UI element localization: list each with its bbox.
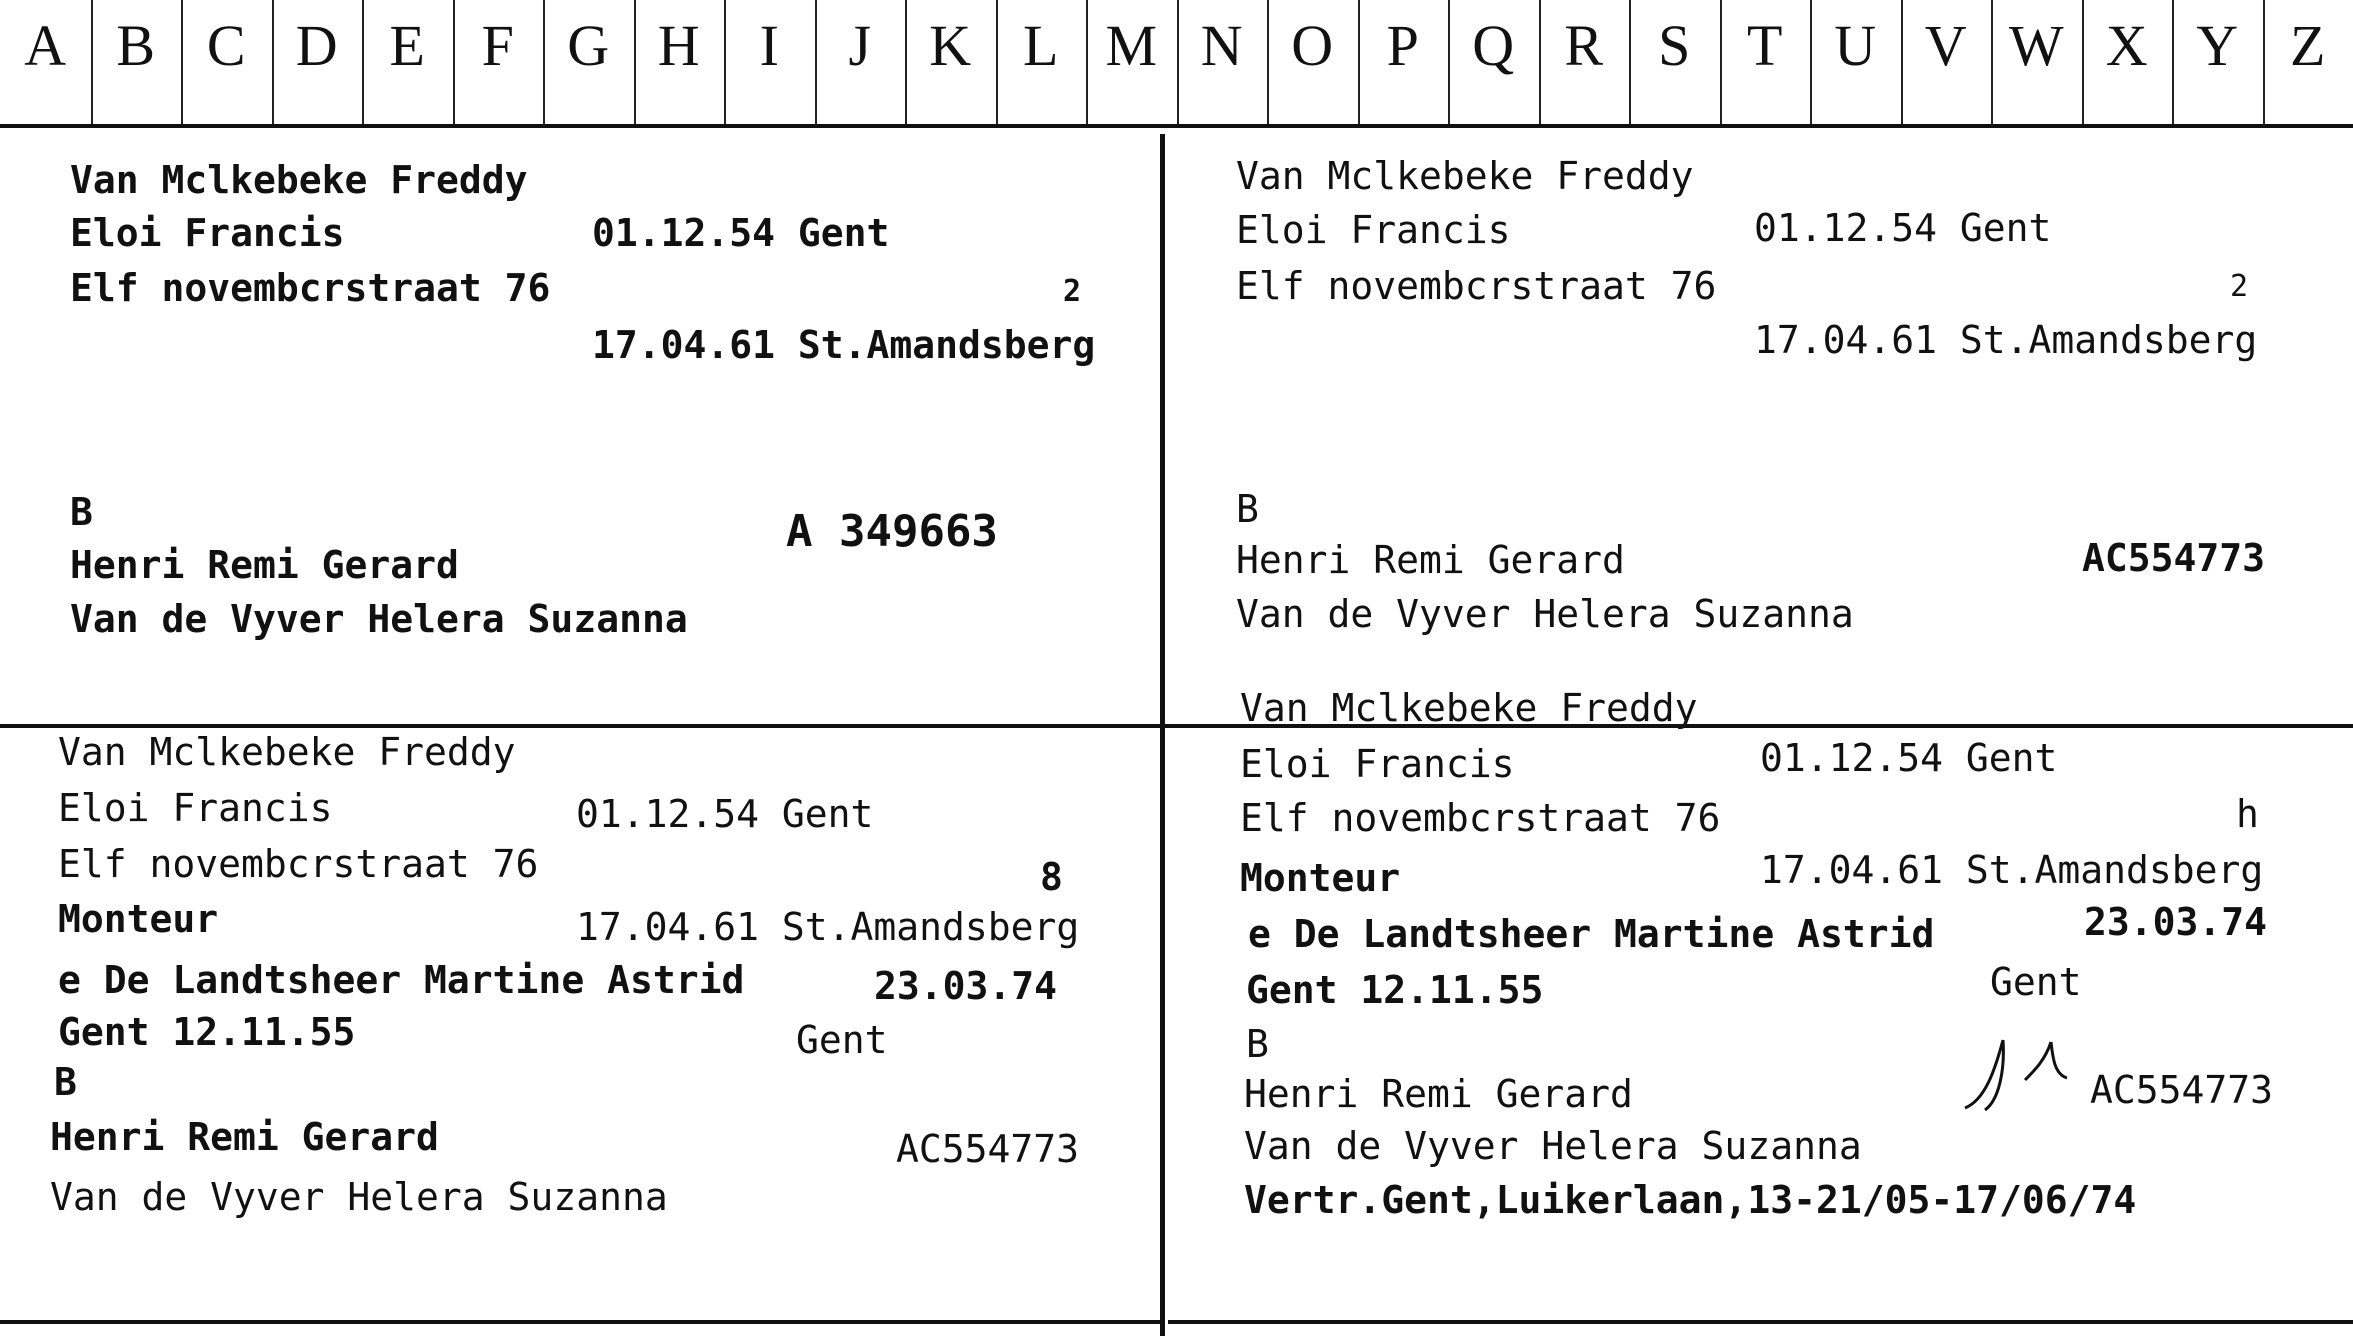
alpha-letter: J [848,13,872,78]
card-given-names: Eloi Francis [70,211,345,255]
alpha-letter: X [2105,13,2148,78]
alpha-tab-l [996,0,1089,124]
alpha-tab-w [1991,0,2084,124]
card-father: Henri Remi Gerard [70,543,459,587]
card-mark: 2 [2230,269,2249,304]
alpha-tab-b [91,0,184,124]
card-mark: 8 [1040,855,1063,899]
alpha-letter: I [759,13,779,78]
card-occupation: Monteur [1240,856,1401,900]
card-surname: Van Mclkebeke Freddy [58,730,516,774]
card-marriage-place: Gent [796,1018,888,1062]
card-given-names: Eloi Francis [58,786,333,830]
card-mother: Van de Vyver Helera Suzanna [1236,592,1854,636]
alpha-letter: M [1105,13,1158,78]
card-mother: Van de Vyver Helera Suzanna [70,597,688,641]
card-spouse: e De Landtsheer Martine Astrid [1248,912,1935,956]
card-residence-since: 17.04.61 St.Amandsberg [1760,848,2264,892]
card-address: Elf novembcrstraat 76 [58,842,539,886]
alpha-tab-p [1358,0,1451,124]
alpha-letter: H [657,13,700,78]
card-marriage-date: 23.03.74 [2084,900,2268,944]
card-residence-since: 17.04.61 St.Amandsberg [576,905,1080,949]
card-birth: 01.12.54 Gent [592,211,890,255]
card-father: Henri Remi Gerard [1244,1072,1633,1116]
alpha-tab-j [815,0,908,124]
alpha-letter: R [1564,13,1604,78]
alpha-letter: Z [2290,13,2326,78]
card-departure: Vertr.Gent,Luikerlaan,13-21/05-17/06/74 [1244,1178,2137,1222]
alpha-tab-y [2172,0,2265,124]
card-spouse: e De Landtsheer Martine Astrid [58,958,745,1002]
alpha-letter: S [1658,13,1691,78]
card-surname: Van Mclkebeke Freddy [1236,154,1694,198]
card-surname: Van Mclkebeke Freddy [70,158,528,202]
card-given-names: Eloi Francis [1236,208,1511,252]
alpha-tab-n [1177,0,1270,124]
signature-scribble-icon [1955,1030,2095,1120]
alpha-tab-f [453,0,546,124]
alpha-tab-d [272,0,365,124]
card-spouse-birth: Gent 12.11.55 [1246,968,1544,1012]
alpha-letter: N [1200,13,1243,78]
card-occupation: Monteur [58,897,219,941]
card-spouse-birth: Gent 12.11.55 [58,1010,356,1054]
card-category: B [70,490,93,534]
alpha-letter: L [1023,13,1059,78]
alpha-letter: D [295,13,338,78]
alpha-tab-c [181,0,274,124]
alpha-tab-x [2082,0,2175,124]
alpha-letter: U [1834,13,1877,78]
card-given-names: Eloi Francis [1240,742,1515,786]
alpha-letter: K [929,13,972,78]
alpha-tab-m [1086,0,1179,124]
alpha-tab-r [1539,0,1632,124]
alpha-tab-s [1629,0,1722,124]
alpha-letter: C [206,13,246,78]
alpha-tab-u [1810,0,1903,124]
card-mother: Van de Vyver Helera Suzanna [1244,1124,1862,1168]
card-birth: 01.12.54 Gent [1760,736,2058,780]
card-id-number: AC554773 [896,1127,1080,1171]
alpha-tab-v [1901,0,1994,124]
card-id-number: A 349663 [786,506,998,557]
card-father: Henri Remi Gerard [1236,538,1625,582]
alpha-tab-t [1720,0,1813,124]
alpha-letter: F [481,13,514,78]
card-birth: 01.12.54 Gent [576,792,874,836]
alpha-letter: P [1386,13,1419,78]
alpha-letter: A [24,13,67,78]
card-category: B [54,1060,77,1104]
alpha-tab-e [362,0,455,124]
card-address: Elf novembcrstraat 76 [1236,264,1717,308]
bottom-border-right [1168,1320,2353,1324]
card-category: B [1246,1022,1269,1066]
vertical-divider [1160,134,1165,1336]
horizontal-divider-left [0,724,1160,728]
alpha-tab-k [905,0,998,124]
card-id-number: AC554773 [2082,536,2266,580]
card-marriage-date: 23.03.74 [874,964,1058,1008]
card-address: Elf novembcrstraat 76 [70,266,551,310]
card-category: B [1236,487,1259,531]
alpha-letter: E [389,13,425,78]
card-birth: 01.12.54 Gent [1754,206,2052,250]
alpha-letter: W [2008,13,2064,78]
alpha-tab-a [0,0,93,124]
alpha-letter: O [1291,13,1334,78]
alpha-tab-z [2263,0,2353,124]
alphabet-index [0,0,2353,128]
alpha-tab-i [724,0,817,124]
card-id-number: AC554773 [2090,1068,2274,1112]
bottom-border-left [0,1320,1160,1324]
card-marriage-place: Gent [1990,960,2082,1004]
card-residence-since: 17.04.61 St.Amandsberg [1754,318,2258,362]
alpha-letter: B [116,13,156,78]
alpha-letter: G [567,13,610,78]
card-address: Elf novembcrstraat 76 [1240,796,1721,840]
card-mother: Van de Vyver Helera Suzanna [50,1175,668,1219]
alpha-tab-g [543,0,636,124]
alpha-letter: V [1924,13,1967,78]
card-mark: h [2236,792,2259,836]
alpha-letter: Y [2196,13,2239,78]
card-residence-since: 17.04.61 St.Amandsberg [592,323,1096,367]
card-surname: Van Mclkebeke Freddy [1240,686,1698,730]
alpha-tab-h [634,0,727,124]
alpha-letter: Q [1472,13,1515,78]
card-father: Henri Remi Gerard [50,1115,439,1159]
alpha-tab-q [1448,0,1541,124]
alpha-letter: T [1747,13,1783,78]
alpha-tab-o [1267,0,1360,124]
card-mark: 2 [1063,274,1082,309]
